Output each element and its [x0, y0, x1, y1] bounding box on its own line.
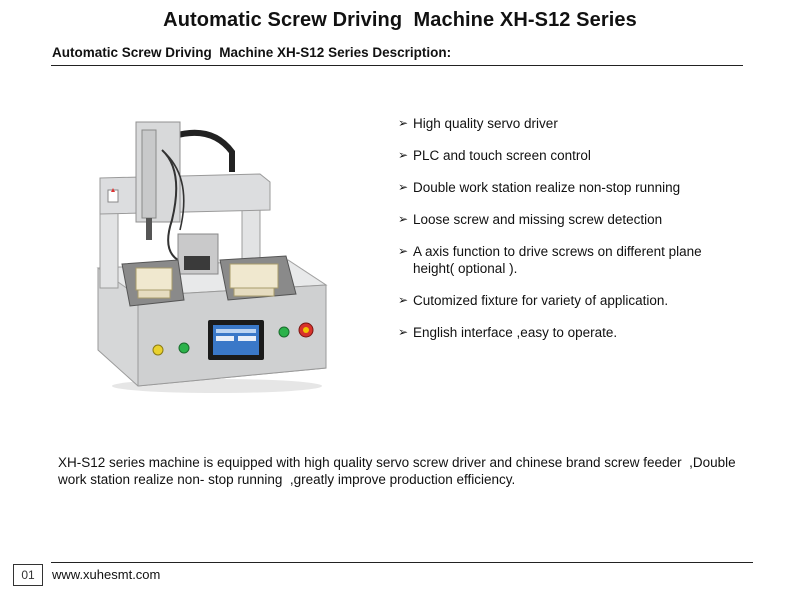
feature-text: PLC and touch screen control — [413, 148, 591, 163]
feature-text: High quality servo driver — [413, 116, 558, 131]
arrowhead-bullet-icon: ➢ — [398, 116, 409, 130]
arrowhead-bullet-icon: ➢ — [398, 212, 409, 226]
website-link[interactable]: www.xuhesmt.com — [52, 567, 161, 582]
arrowhead-bullet-icon: ➢ — [398, 244, 409, 258]
feature-text: Double work station realize non-stop running — [413, 180, 681, 195]
list-item — [398, 243, 738, 277]
list-item — [398, 324, 738, 341]
list-item — [398, 147, 738, 164]
feature-text: Loose screw and missing screw detection — [413, 212, 663, 227]
feature-list — [398, 115, 738, 356]
list-item — [398, 292, 738, 309]
list-item — [398, 211, 738, 228]
machine-photo — [92, 110, 332, 395]
page-number: 01 — [13, 564, 43, 586]
feature-text: A axis function to drive screws on different plane height( optional ). — [413, 244, 702, 276]
feature-text: English interface ,easy to operate. — [413, 325, 618, 340]
list-item — [398, 179, 738, 196]
section-subtitle: Automatic Screw Driving Machine XH-S12 Series Description: — [52, 45, 452, 60]
footer-divider — [51, 562, 753, 563]
arrowhead-bullet-icon: ➢ — [398, 325, 409, 339]
arrowhead-bullet-icon: ➢ — [398, 293, 409, 307]
arrowhead-bullet-icon: ➢ — [398, 148, 409, 162]
page-title: Automatic Screw Driving Machine XH-S12 Series — [163, 9, 637, 31]
feature-text: Cutomized fixture for variety of application. — [413, 293, 669, 308]
list-item — [398, 115, 738, 132]
description-paragraph: XH-S12 series machine is equipped with high quality servo screw driver and chinese brand screw feeder ,Double work station realize non- stop running ,greatly improve production efficiency. — [58, 455, 740, 487]
header-divider — [51, 65, 743, 66]
arrowhead-bullet-icon: ➢ — [398, 180, 409, 194]
